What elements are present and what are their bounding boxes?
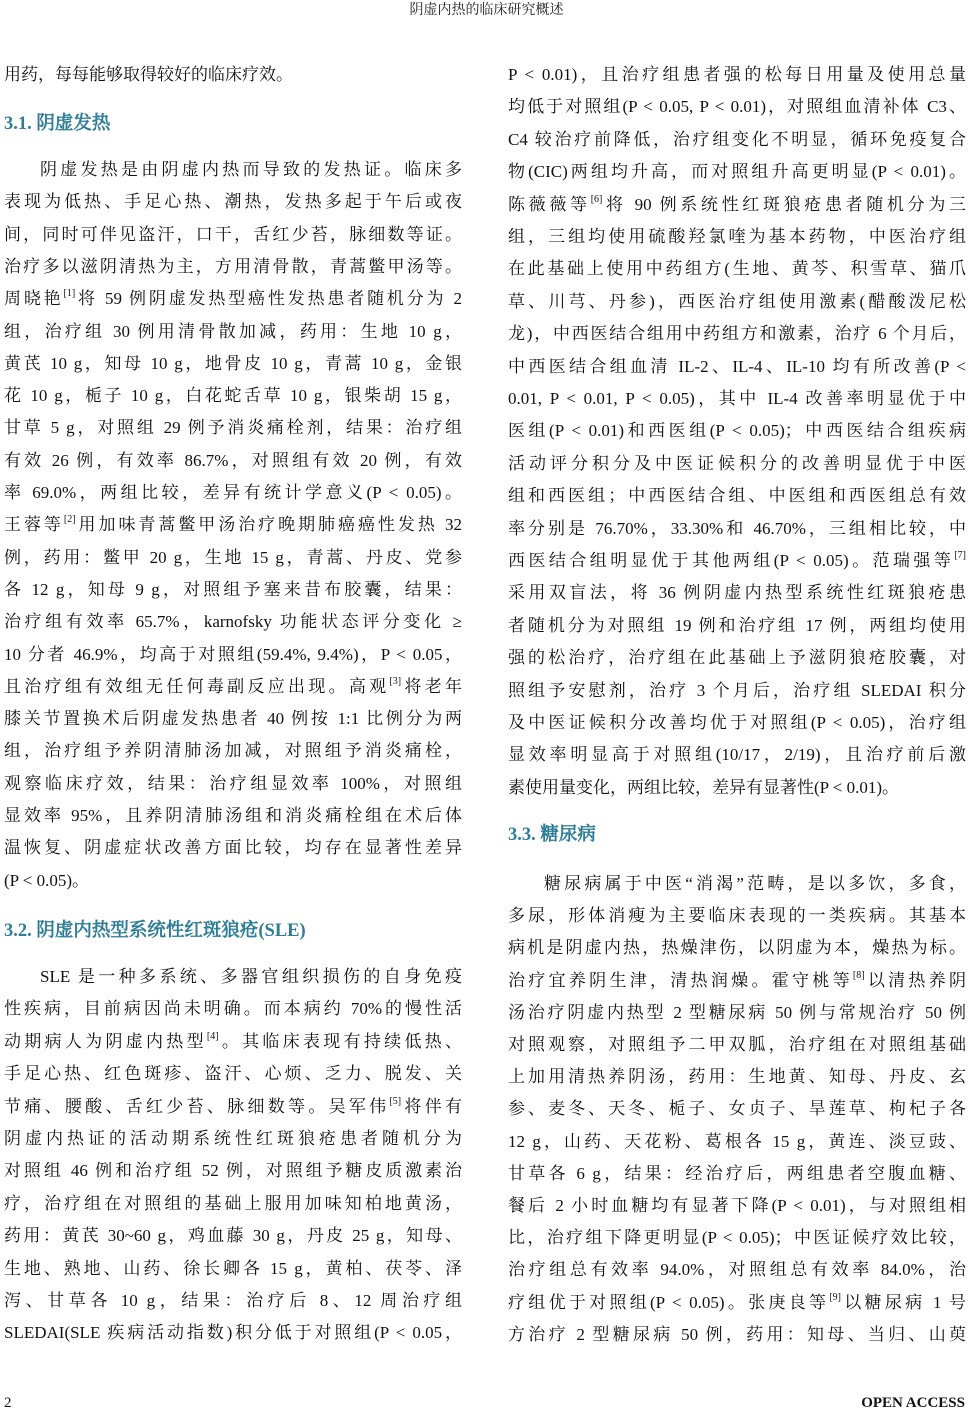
text-line <box>508 739 966 771</box>
text-run: 将老年 <box>401 676 463 696</box>
text-run: 草、川芎、丹参)，西医治疗组使用激素(醋酸泼尼松 <box>508 291 966 311</box>
text-line <box>508 1029 966 1061</box>
text-line <box>508 156 966 188</box>
text-run: 阴虚内热证的活动期系统性红斑狼疮患者随机分为 <box>4 1129 462 1148</box>
text-run: 用加味青蒿鳖甲汤治疗晚期肺癌癌性发热 32 <box>75 515 463 535</box>
text-run: 用药，每每能够取得较好的临床疗效。 <box>4 65 293 84</box>
citation-reference: [8] <box>852 969 865 981</box>
text-line <box>4 671 462 703</box>
text-run: 例，药用：鳖甲 20 g，生地 15 g，青蒿、丹皮、党参 <box>4 547 462 567</box>
text-line <box>4 606 462 638</box>
text-run: 温恢复、阴虚症状改善方面比较，均存在显著性差异 <box>4 838 462 858</box>
text-run: 。其临床表现有持续低热、 <box>218 1031 463 1051</box>
citation-reference: [9] <box>829 1291 841 1303</box>
text-line <box>508 318 966 350</box>
text-run: 治疗组有效率 65.7%，karnofsky 功能状态评分变化 ≥ <box>4 612 462 632</box>
text-run: 在此基础上使用中药组方(生地、黄芩、积雪草、猫爪 <box>508 259 966 279</box>
text-line <box>508 1287 966 1319</box>
text-line <box>4 574 462 606</box>
text-line <box>508 189 966 221</box>
text-run: 黄芪 10 g，知母 10 g，地骨皮 10 g，青蒿 10 g，金银 <box>4 353 462 373</box>
text-line <box>4 768 462 800</box>
text-run: 龙)，中西医结合组用中药组方和激素，治疗 6 个月后， <box>508 324 966 344</box>
text-line <box>508 997 966 1029</box>
text-line <box>4 59 462 91</box>
text-run: 膝关节置换术后阴虚发热患者 40 例按 1:1 比例分为两 <box>4 709 462 729</box>
text-run: 率分别是 76.70%，33.30%和 46.70%，三组相比较，中 <box>508 518 966 538</box>
text-run: 治疗组总有效率 94.0%，对照组总有效率 84.0%，治 <box>508 1260 966 1280</box>
text-run: 多尿，形体消瘦为主要临床表现的一类疾病。其基本 <box>508 906 966 926</box>
text-line <box>4 1317 462 1349</box>
text-run: 药用：黄芪 30~60 g，鸡血藤 30 g，丹皮 25 g，知母、 <box>4 1226 462 1246</box>
text-run: 上加用清热养阴汤，药用：生地黄、知母、丹皮、玄 <box>508 1067 966 1087</box>
text-run: 以糖尿病 1 号 <box>840 1292 967 1312</box>
text-run: 王蓉等 <box>4 515 64 535</box>
text-line <box>4 639 462 671</box>
running-head: 阴虚内热的临床研究概述 <box>409 3 564 18</box>
text-run: 0.01, P < 0.01, P < 0.05)，其中 IL-4 改善率明显优于中 <box>508 389 966 408</box>
text-line <box>4 219 462 251</box>
text-line <box>4 1123 462 1155</box>
text-line <box>508 1158 966 1190</box>
text-run: 将 90 例系统性红斑狼疮患者随机分为三 <box>602 194 967 214</box>
text-line <box>508 59 966 91</box>
text-run: 观察临床疗效，结果：治疗组显效率 100%，对照组 <box>4 773 462 793</box>
text-run: 治疗宜养阴生津，清热润燥。霍守桃等 <box>508 970 853 990</box>
citation-reference: [2] <box>63 514 76 526</box>
text-run: 病机是阴虚内热，热燥津伤，以阴虚为本，燥热为标。 <box>508 938 966 958</box>
text-line <box>4 1091 462 1123</box>
text-run: (P < 0.05)。 <box>4 870 89 890</box>
text-run: 组，三组均使用硫酸羟氯喹为基本药物，中医治疗组 <box>508 227 966 246</box>
text-run: 强的松治疗，治疗组在此基础上予滋阴狼疮胶囊，对 <box>508 648 966 668</box>
footer-brand: OPEN ACCESS <box>861 1395 965 1411</box>
text-run: 汤治疗阴虚内热型 2 型糖尿病 50 例与常规治疗 50 例 <box>508 1002 966 1022</box>
text-line <box>508 1319 966 1351</box>
text-run: 手足心热、红色斑疹、盗汗、心烦、乏力、脱发、关 <box>4 1064 462 1084</box>
text-line <box>4 1285 462 1317</box>
text-line <box>508 1190 966 1222</box>
text-run: 物(CIC)两组均升高，而对照组升高更明显(P < 0.01)。 <box>508 162 966 182</box>
text-line <box>508 675 966 707</box>
text-run: P < 0.01)，且治疗组患者强的松每日用量及使用总量 <box>508 65 966 84</box>
text-run: 率 69.0%，两组比较，差异有统计学意义(P < 0.05)。 <box>4 483 462 502</box>
text-line <box>4 542 462 574</box>
text-line <box>4 1058 462 1090</box>
text-line <box>508 253 966 285</box>
text-run: 生地、熟地、山药、徐长卿各 15 g，黄柏、茯苓、泽 <box>4 1258 462 1278</box>
text-line <box>4 1253 462 1285</box>
text-line <box>4 993 462 1025</box>
text-line <box>508 383 966 415</box>
text-run: 参、麦冬、天冬、栀子、女贞子、旱莲草、枸杞子各 <box>508 1099 966 1119</box>
text-line <box>508 286 966 318</box>
text-line <box>4 735 462 767</box>
text-run: 疗，治疗组在对照组的基础上服用加味知柏地黄汤， <box>4 1193 462 1213</box>
text-line <box>508 351 966 383</box>
text-run: 比，治疗组下降更明显(P < 0.05)；中医证候疗效比较， <box>508 1228 966 1248</box>
text-run: 组和西医组；中西医结合组、中医组和西医组总有效 <box>508 486 966 506</box>
text-line <box>4 477 462 509</box>
text-run: 甘草 5 g，对照组 29 例予消炎痛栓剂，结果：治疗组 <box>4 418 462 438</box>
text-run: 及中医证候积分改善均优于对照组(P < 0.05)，治疗组 <box>508 713 966 732</box>
citation-reference: [1] <box>63 288 76 300</box>
text-run: C4 较治疗前降低，治疗组变化不明显，循环免疫复合 <box>508 129 966 149</box>
text-run: 10 分者 46.9%，均高于对照组(59.4%, 9.4%)，P < 0.05， <box>4 644 462 664</box>
text-line <box>508 1222 966 1254</box>
text-line <box>4 1188 462 1220</box>
text-line <box>508 965 966 997</box>
text-line <box>508 772 966 804</box>
text-run: 性疾病，目前病因尚未明确。而本病约 70%的慢性活 <box>4 999 462 1019</box>
text-line <box>4 316 462 348</box>
text-line <box>508 480 966 512</box>
text-line <box>508 900 966 932</box>
text-run: 周晓艳 <box>4 289 64 309</box>
text-run: 治疗多以滋阴清热为主，方用清骨散，青蒿鳖甲汤等。 <box>4 256 462 276</box>
citation-reference: [3] <box>389 675 402 687</box>
text-run: 以清热养阴 <box>864 970 967 990</box>
text-run: 组，治疗组予养阴清肺汤加减，对照组予消炎痛栓， <box>4 741 462 761</box>
text-run: 组，治疗组 30 例用清骨散加减，药用：生地 10 g， <box>4 321 462 341</box>
text-run: 方治疗 2 型糖尿病 50 例，药用：知母、当归、山萸 <box>508 1324 966 1344</box>
text-line <box>4 380 462 412</box>
text-line <box>508 642 966 674</box>
text-run: 节痛、腰酸、舌红少苔、脉细数等。吴军伟 <box>4 1096 390 1116</box>
text-line <box>4 509 462 541</box>
text-run: 泻、甘草各 10 g，结果：治疗后 8、12 周治疗组 <box>4 1291 462 1310</box>
text-run: 表现为低热、手足心热、潮热，发热多起于午后或夜 <box>4 192 462 212</box>
text-line <box>508 545 966 577</box>
text-run: 照组予安慰剂，治疗 3 个月后，治疗组 SLEDAI 积分 <box>508 680 966 700</box>
text-run: 将伴有 <box>401 1096 463 1116</box>
text-run: 陈薇薇等 <box>508 194 591 214</box>
text-line <box>4 1155 462 1187</box>
text-line <box>508 1093 966 1125</box>
text-line <box>508 124 966 156</box>
text-line <box>508 1254 966 1286</box>
text-run: 各 12 g，知母 9 g，对照组予塞来昔布胶囊，结果： <box>4 579 462 599</box>
text-line <box>508 1061 966 1093</box>
text-run: 将 59 例阴虚发热型癌性发热患者随机分为 2 <box>75 289 463 309</box>
text-run: 均低于对照组(P < 0.05, P < 0.01)，对照组血清补体 C3、 <box>508 97 966 117</box>
text-line <box>4 251 462 283</box>
text-line <box>4 865 462 897</box>
page-number: 2 <box>4 1395 12 1411</box>
text-line <box>4 445 462 477</box>
text-run: 活动评分积分及中医证候积分的改善明显优于中医 <box>508 453 966 473</box>
section-heading: 3.2. 阴虚内热型系统性红斑狼疮(SLE) <box>4 921 306 941</box>
text-run: 对照组 46 例和治疗组 52 例，对照组予糖皮质激素治 <box>4 1161 462 1181</box>
text-run: 花 10 g，栀子 10 g，白花蛇舌草 10 g，银柴胡 15 g， <box>4 386 462 406</box>
text-run: 动期病人为阴虚内热型 <box>4 1031 207 1051</box>
text-line <box>508 932 966 964</box>
citation-reference: [7] <box>954 550 966 561</box>
text-run: 12 g，山药、天花粉、葛根各 15 g，黄连、淡豆豉、 <box>508 1131 966 1151</box>
text-run: 对照观察，对照组予二甲双胍，治疗组在对照组基础 <box>508 1035 966 1054</box>
text-line <box>4 1220 462 1252</box>
text-line <box>4 800 462 832</box>
text-line <box>508 577 966 609</box>
text-line <box>508 415 966 447</box>
text-line <box>4 832 462 864</box>
text-run: 者随机分为对照组 19 例和治疗组 17 例，两组均使用 <box>508 615 966 635</box>
citation-reference: [5] <box>389 1095 402 1107</box>
text-run: 显效率 95%，且养阴清肺汤组和消炎痛栓组在术后体 <box>4 806 462 825</box>
text-line <box>4 412 462 444</box>
text-run: SLE 是一种多系统、多器官组织损伤的自身免疫 <box>40 967 462 986</box>
text-run: 素使用量变化，两组比较，差异有显著性(P < 0.01)。 <box>508 777 899 797</box>
text-run: 餐后 2 小时血糖均有显著下降(P < 0.01)，与对照组相 <box>508 1196 966 1215</box>
text-run: 采用双盲法，将 36 例阴虚内热型系统性红斑狼疮患 <box>508 583 966 603</box>
text-line <box>4 703 462 735</box>
text-line <box>508 868 966 900</box>
text-line <box>4 283 462 315</box>
text-line <box>4 154 462 186</box>
section-heading: 3.1. 阴虚发热 <box>4 114 111 134</box>
text-run: 显效率明显高于对照组(10/17，2/19)，且治疗前后激 <box>508 745 966 765</box>
text-run: SLEDAI(SLE 疾病活动指数)积分低于对照组(P < 0.05， <box>4 1323 462 1343</box>
text-run: 阴虚发热是由阴虚内热而导致的发热证。临床多 <box>40 160 462 179</box>
text-run: 糖尿病属于中医“消渴”范畴，是以多饮，多食， <box>544 874 966 893</box>
text-line <box>508 91 966 123</box>
citation-reference: [4] <box>206 1030 219 1042</box>
section-heading: 3.3. 糖尿病 <box>508 825 596 845</box>
text-run: 且治疗组有效组无任何毒副反应出现。高观 <box>4 676 390 696</box>
text-line <box>4 1026 462 1058</box>
text-run: 有效 26 例，有效率 86.7%，对照组有效 20 例，有效 <box>4 450 462 470</box>
text-line <box>508 221 966 253</box>
text-run: 医组(P < 0.01)和西医组(P < 0.05)；中西医结合组疾病 <box>508 421 966 441</box>
text-line <box>508 707 966 739</box>
text-line <box>508 610 966 642</box>
text-line <box>508 513 966 545</box>
text-run: 疗组优于对照组(P < 0.05)。张庚良等 <box>508 1292 830 1312</box>
text-line <box>508 1126 966 1158</box>
text-run: 中西医结合组血清 IL-2、IL-4、IL-10 均有所改善(P < <box>508 356 966 376</box>
text-line <box>508 448 966 480</box>
text-run: 间，同时可伴见盗汗，口干，舌红少苔，脉细数等证。 <box>4 224 462 244</box>
text-line <box>4 961 462 993</box>
text-line <box>4 348 462 380</box>
text-line <box>4 186 462 218</box>
text-run: 西医结合组明显优于其他两组(P < 0.05)。范瑞强等 <box>508 551 955 570</box>
citation-reference: [6] <box>590 193 603 205</box>
text-run: 甘草各 6 g，结果：经治疗后，两组患者空腹血糖、 <box>508 1163 966 1183</box>
